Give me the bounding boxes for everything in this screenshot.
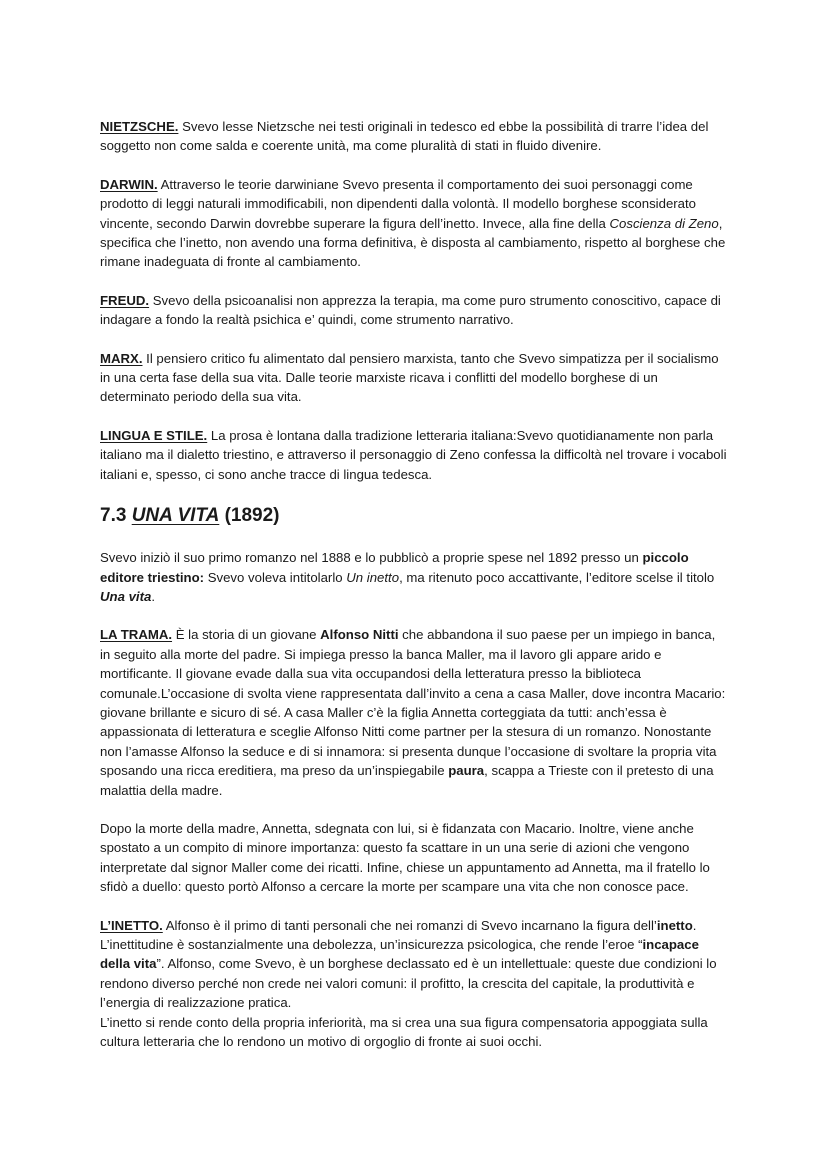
darwin-text-b: , specifica che l’inetto, non avendo una forma definitiva, è disposta al cambiamento, rispetto al borghese che rimane inadeguata di fronte al cambiamento.	[100, 215, 726, 270]
trama-text-b: che abbandona il suo paese per un impiego in banca, in seguito alla morte del padre. Si impiega presso la banca Maller, ma il lavoro gli appare arido e mortificante. Il giovane evade dalla sua vita occupandosi della letteratura presso la biblioteca comunale.L’occasione di svolta viene rappresentata dall’invito a cena a casa Maller, dove incontra Macario: giovane brillante e sicuro di sé. A casa Maller c’è la figlia Annetta corteggiata da tutti: anch’essa è appassionata di letteratura e sceglie Alfonso Nitti come partner per la stesura di un romanzo. Nonostante non l’amasse Alfonso la seduce e di si innamora: si presenta dunque l’occasione di svoltare la propria vita sposando una ricca ereditiera, ma preso da un’inspiegabile	[100, 627, 726, 779]
lingua-label: LINGUA E STILE.	[100, 427, 208, 443]
marx-text: Il pensiero critico fu alimentato dal pensiero marxista, tanto che Svevo simpatizza per il socialismo in una certa fase della sua vita. Dalle teorie marxiste ricava i conflitti del modello borghese di un determinato periodo della sua vita.	[100, 350, 719, 405]
freud-text: Svevo della psicoanalisi non apprezza la terapia, ma come puro strumento conoscitivo, capace di indagare a fondo la realtà psichica e’ quindi, come strumento narrativo.	[100, 292, 721, 328]
intro-italic-a: Un inetto	[346, 569, 400, 585]
darwin-paragraph	[100, 175, 728, 272]
intro-text-d: .	[151, 588, 155, 604]
intro-bold-a: piccolo editore triestino:	[100, 550, 689, 585]
lingua-paragraph	[100, 426, 728, 484]
nietzsche-paragraph	[100, 117, 728, 156]
section-heading	[100, 503, 728, 529]
inetto-bold-b: incapace della vita	[100, 937, 699, 972]
dopo-paragraph: Dopo la morte della madre, Annetta, sdegnata con lui, si è fidanzata con Macario. Inoltre, viene anche spostato a un compito di minore importanza: questo fa scattare in un una serie di azioni che vengono interpretate dal signor Maller come dei ricatti. Infine, chiese un appuntamento ad Annetta, ma il fratello lo sfidò a duello: questo portò Alfonso a cercare la morte per scampare una vita che non conosce pace.	[100, 820, 710, 895]
intro-bold-italic: Una vita	[100, 588, 152, 604]
intro-text-c: , ma ritenuto poco accattivante, l’editore scelse il titolo	[399, 569, 715, 585]
inetto-paragraph	[100, 916, 728, 1013]
intro-text-a: Svevo iniziò il suo primo romanzo nel 1888 e lo pubblicò a proprie spese nel 1892 presso un	[100, 550, 643, 566]
heading-title: UNA VITA	[131, 505, 220, 527]
trama-name: Alfonso Nitti	[320, 627, 399, 643]
inetto-label: L’INETTO.	[100, 917, 163, 933]
nietzsche-label: NIETZSCHE.	[100, 119, 179, 134]
trama-text-c: , scappa a Trieste con il pretesto di una malattia della madre.	[100, 763, 714, 798]
marx-paragraph	[100, 349, 728, 407]
inetto-text-a: Alfonso è il primo di tanti personali che nei romanzi di Svevo incarnano la figura dell’	[162, 917, 657, 933]
intro-paragraph	[100, 548, 728, 606]
heading-number: 7.3	[100, 505, 132, 527]
inetto-bold-a: inetto	[656, 917, 693, 933]
intro-text-b: Svevo voleva intitolarlo	[204, 569, 347, 585]
inetto-text-b: . L’inettitudine è sostanzialmente una debolezza, un’insicurezza psicologica, che rende l’eroe “	[100, 917, 697, 952]
nietzsche-text: Svevo lesse Nietzsche nei testi originali in tedesco ed ebbe la possibilità di trarre l’idea del soggetto non come salda e coerente unità, ma come pluralità di stati in fluido divenire.	[100, 119, 709, 154]
lingua-text: La prosa è lontana dalla tradizione letteraria italiana:Svevo quotidianamente non parla italiano ma il dialetto triestino, e attraverso il personaggio di Zeno confessa la difficoltà nel trovare i vocaboli italiani e, spesso, ci sono anche tracce di lingua tedesca.	[100, 427, 727, 482]
trama-text-a: È la storia di un giovane	[172, 627, 321, 643]
document-page	[100, 117, 728, 1070]
darwin-text-a: Attraverso le teorie darwiniane Svevo presenta il comportamento dei suoi personaggi come prodotto di leggi naturali immodificabili, non dipendenti dalla volontà. Il modello borghese sconsiderato vincente, secondo Darwin dovrebbe superare la figura dell’inetto. Invece, alla fine della	[100, 176, 697, 231]
freud-label: FREUD.	[100, 292, 150, 308]
darwin-label: DARWIN.	[100, 176, 158, 192]
heading-year: (1892)	[219, 505, 280, 527]
marx-label: MARX.	[100, 350, 143, 366]
darwin-work-title: Coscienza di Zeno	[609, 215, 719, 231]
trama-paragraph	[100, 625, 728, 800]
inetto-text-c: ”. Alfonso, come Svevo, è un borghese declassato ed è un intellettuale: queste due condizioni lo rendono diverso perché non crede nei valori comuni: il profitto, la crescita del capitale, la produttività e l’energia di realizzazione pratica.	[100, 956, 717, 1011]
trama-bold-word: paura	[448, 763, 485, 779]
freud-paragraph	[100, 291, 728, 330]
trama-label: LA TRAMA.	[100, 627, 173, 643]
inetto-paragraph-2: L’inetto si rende conto della propria inferiorità, ma si crea una sua figura compensatoria appoggiata sulla cultura letteraria che lo rendono un motivo di orgoglio di fronte ai suoi occhi.	[100, 1014, 708, 1050]
